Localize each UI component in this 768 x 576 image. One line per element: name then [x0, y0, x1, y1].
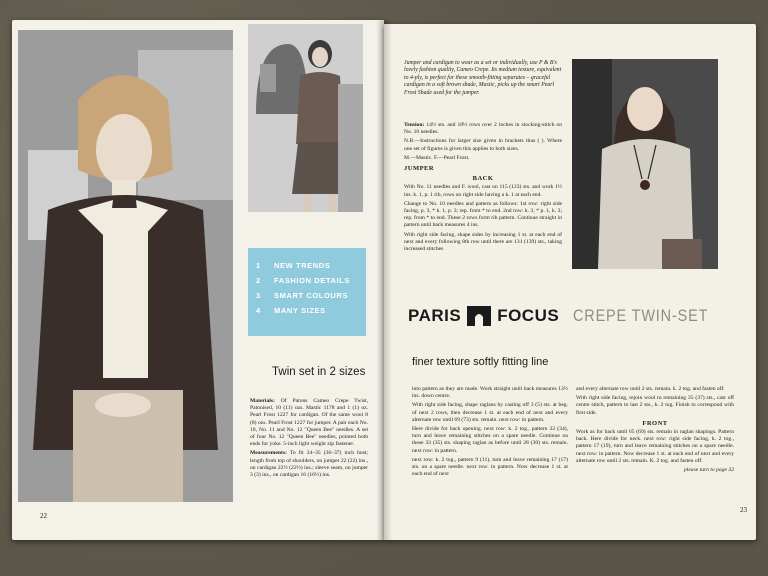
title-twinset: CREPE TWIN-SET [573, 306, 709, 325]
left-heading: Twin set in 2 sizes [272, 366, 366, 378]
measurements-paragraph: Measurements: To fit 34–35 (36–37) inch bust; length from top of shoulders, on jumper 22 (22) ins., on cardigan 22½ (22½) ins.; sleeve seam, on jumper 3 (3) ins., on cardigan 16 (16½) ins. [250, 450, 368, 479]
materials-paragraph: Materials: Of Patons Cameo Crepe Twist, Patonised, 10 (11) ozs. Mastic 1178 and 1 (1) oz. Pearl Frost 1227 for cardigan. Of the same wool 8 (8) ozs. Pearl Frost 1227 for jumper. A pair each No. 10, No. 11 and No. 12 "Queen Bee" needles. A set of four No. 12 "Queen Bee" needles, pointed both ends for yoke. 5-inch light weight zip fastener. [250, 398, 369, 448]
page-number-left: 22 [40, 512, 47, 520]
model-pendant-illustration [572, 59, 718, 269]
front-heading: FRONT [642, 419, 668, 427]
col1-paragraph: With right side facing, shape raglans by casting off 3 (5) sts. at beg. of next 2 rows, then decrease 1 st. at each end of next and every alternate row until 69 (73) sts. remain. next row: in pattern. [412, 402, 568, 423]
feature-label: MANY SIZES [274, 306, 326, 315]
title-focus: FOCUS [497, 306, 560, 325]
col1-paragraph: Here divide for back opening. next row: k. 2 tog., pattern 32 (34), turn and leave remaining stitches on a spare needle. Continue on these 33 (35) sts. shaping raglan as before until 28 (30) sts. remain. next row: in pattern. [412, 426, 568, 454]
photo-model-pendant [572, 59, 718, 269]
subheading: finer texture softly fitting line [412, 356, 549, 368]
photo-model-cardigan [18, 30, 233, 502]
feature-item: 4 MANY SIZES [256, 303, 358, 318]
colours-paragraph: M.—Mastic. F.—Pearl Frost. [404, 154, 470, 161]
feature-item: 3 SMART COLOURS [256, 288, 358, 303]
tension-paragraph: Tension: 14½ sts. and 18½ rows over 2 inches in stocking-stitch on No. 10 needles. [404, 122, 562, 136]
col1-paragraph: next row: k. 2 tog., pattern 9 (11), turn and leave remaining 17 (17) sts. on a spare needle. next row: in pattern. Now decrease 1 st. at each end of next [412, 456, 568, 478]
instructions-top-column [404, 122, 562, 255]
nb-paragraph: N.B.—Instructions for larger size given in brackets thus ( ). Where one set of figures is given this applies to both sizes. [404, 138, 562, 152]
col1-paragraph: into pattern as they are made. Work straight until back measures 13½ ins. down centre. [412, 386, 568, 400]
feature-item: 2 FASHION DETAILS [256, 273, 358, 288]
model-jumper-illustration [248, 24, 363, 212]
title-paris: PARIS [408, 306, 462, 325]
back-paragraph-2: Change to No. 10 needles and pattern as follows: 1st row: right side facing, p. 3, * k. 1, p. 3; rep. from * to end. 2nd row: k. 3, * p. 1, k. 3; rep. from * to end. These 2 rows form rib pattern. Continue straight in pattern until back measures 4 ins. [404, 200, 562, 229]
jumper-heading: JUMPER [404, 165, 435, 173]
arc-de-triomphe-icon [467, 306, 491, 326]
col2-paragraph: With right side facing, rejoin wool to remaining 35 (37) sts., cast off centre stitch, pattern to last 2 sts., k. 2 tog. Finish to correspond with first side. [576, 395, 734, 416]
photo-model-jumper [248, 24, 363, 212]
page-gutter [376, 20, 392, 540]
features-panel [248, 248, 366, 336]
back-paragraph-3: With right side facing, shape sides by increasing 1 st. at each end of next and every following 8th row until there are 131 (139) sts., taking increased stitches [404, 231, 562, 253]
materials-column [250, 398, 368, 481]
page-number-right: 23 [740, 506, 747, 514]
back-paragraph-1: With No. 11 needles and F. wool, cast on 115 (123) sts. and work 1½ ins. k. 1, p. 1 rib, rows on right side having a k. 1 at each end. [404, 184, 562, 198]
col2-paragraph: Work as for back until 65 (69) sts. remain in raglan shapings. Pattern back. Here divide for neck. next row: right side facing, k. 2 tog., pattern 17 (19), turn and leave remaining stitches on a spare needle. next row: in pattern. Now decrease 1 st. at each end of next and every alternate row until 2 sts. remain. K. 2 tog. and fasten off. [576, 429, 734, 464]
model-cardigan-illustration [18, 30, 233, 502]
turn-note: please turn to page 32 [683, 467, 734, 474]
feature-label: NEW TRENDS [274, 261, 331, 270]
feature-item: 1 NEW TRENDS [256, 258, 358, 273]
feature-label: SMART COLOURS [274, 291, 349, 300]
instructions-col-1 [412, 386, 568, 480]
intro-paragraph: Jumper and cardigan to wear as a set or individually, use P & B's lovely fashion quality, Cameo Crepe. Its medium texture, equivalent to 4-ply, is perfect for these smooth-fitting separates – graceful cardigan in a soft brown shade, Mastic, picks up the smart Pearl Frost Shade used for the jumper. [404, 60, 562, 96]
article-title [408, 303, 732, 329]
col2-paragraph: and every alternate row until 2 sts. remain. k. 2 tog. and fasten off. [576, 386, 725, 392]
back-heading: BACK [472, 175, 494, 183]
feature-label: FASHION DETAILS [274, 276, 350, 285]
instructions-col-2 [576, 386, 734, 476]
